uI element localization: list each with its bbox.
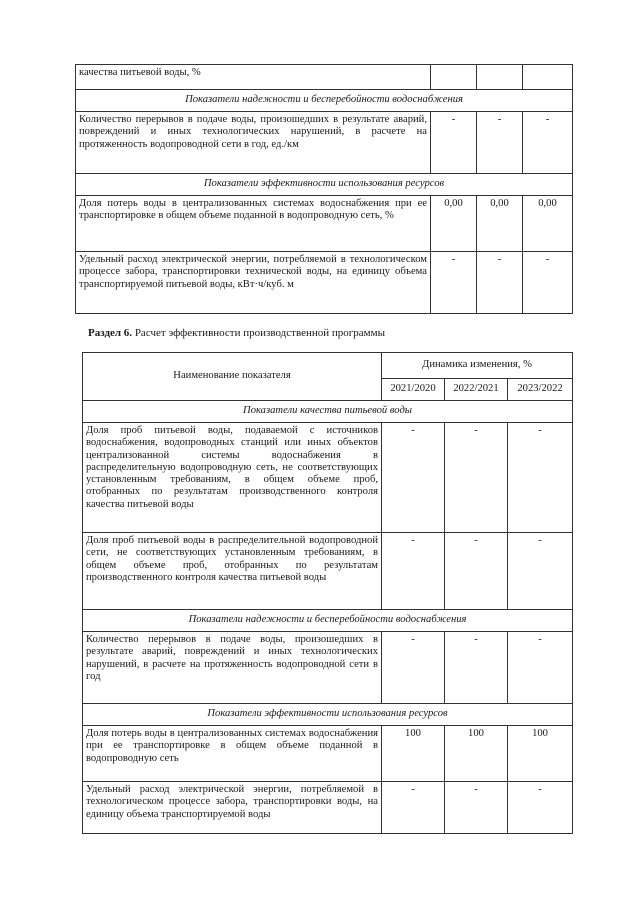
indicator-name: Количество перерывов в подаче воды, произошедших в результате аварий, повреждений и иных технологических нарушений, в расчете на протяженность водопроводной сети в год, ед./км: [76, 112, 431, 174]
indicator-name: Доля потерь воды в централизованных системах водоснабжения при ее транспортировке в общем объеме поданной в водопроводную сеть: [83, 726, 382, 782]
indicator-value: -: [445, 782, 508, 834]
table-row: [76, 65, 573, 90]
indicator-value: -: [445, 423, 508, 533]
indicator-value: -: [431, 112, 477, 174]
indicator-name: Доля проб питьевой воды в распределительной водопроводной сети, не соответствующих установленным требованиям, в общем объеме проб, отобранных по результатам производственного контроля качества питьевой воды: [83, 533, 382, 610]
section-title: Показатели эффективности использования ресурсов: [76, 174, 573, 196]
header-dynamics: Динамика изменения, %: [382, 353, 573, 379]
indicator-name: Количество перерывов в подаче воды, произошедших в результате аварий, повреждений и иных технологических нарушений, в расчете на протяженность водопроводной сети в год: [83, 632, 382, 704]
section-row: [83, 610, 573, 632]
table-row: [76, 112, 573, 174]
table-row: [76, 196, 573, 252]
indicator-value: -: [445, 632, 508, 704]
indicator-value: 100: [382, 726, 445, 782]
indicator-value: -: [382, 632, 445, 704]
indicator-value: 100: [508, 726, 573, 782]
header-period: 2023/2022: [508, 379, 573, 401]
section-row: [76, 174, 573, 196]
section-row: [76, 90, 573, 112]
indicator-value: -: [382, 533, 445, 610]
indicator-value: 100: [445, 726, 508, 782]
indicator-value: -: [523, 112, 573, 174]
indicators-table-continued: [75, 64, 573, 314]
table-row: [83, 533, 573, 610]
indicator-value: [431, 65, 477, 90]
section-title: Показатели эффективности использования ресурсов: [83, 704, 573, 726]
table-row: [83, 782, 573, 834]
indicator-value: -: [477, 252, 523, 314]
section-title: Показатели надежности и бесперебойности водоснабжения: [83, 610, 573, 632]
indicator-name: Доля проб питьевой воды, подаваемой с источников водоснабжения, водопроводных станций или иных объектов централизованной системы водоснабжения в распределительную водопроводную сеть, не соответствующих установленным требованиям, в общем объеме проб, отобранных по результатам производственного контроля качества питьевой воды: [83, 423, 382, 533]
indicator-name: качества питьевой воды, %: [76, 65, 431, 90]
indicator-value: 0,00: [523, 196, 573, 252]
indicator-name: Удельный расход электрической энергии, потребляемой в технологическом процессе забора, транспортировки технической воды, на единицу объема транспортируемой питьевой воды, кВт·ч/куб. м: [76, 252, 431, 314]
indicator-value: -: [445, 533, 508, 610]
table-row: [83, 726, 573, 782]
indicator-value: -: [508, 632, 573, 704]
table-row: [83, 632, 573, 704]
section-6-heading: [88, 327, 385, 339]
indicator-value: 0,00: [477, 196, 523, 252]
indicator-value: -: [382, 423, 445, 533]
indicator-value: -: [477, 112, 523, 174]
indicator-value: [477, 65, 523, 90]
table-row: [76, 252, 573, 314]
indicator-value: [523, 65, 573, 90]
indicator-value: 0,00: [431, 196, 477, 252]
section-row: [83, 704, 573, 726]
header-period: 2021/2020: [382, 379, 445, 401]
section-row: [83, 401, 573, 423]
indicator-name: Доля потерь воды в централизованных системах водоснабжения при ее транспортировке в общем объеме поданной в водопроводную сеть, %: [76, 196, 431, 252]
indicator-name: Удельный расход электрической энергии, потребляемой в технологическом процессе забора, транспортировки воды, на единицу объема транспортируемой воды: [83, 782, 382, 834]
header-indicator-name: Наименование показателя: [83, 353, 382, 401]
indicator-value: -: [523, 252, 573, 314]
section-title: Показатели качества питьевой воды: [83, 401, 573, 423]
table-row: [83, 423, 573, 533]
section-6-title: Расчет эффективности производственной программы: [134, 327, 385, 339]
section-6-number: Раздел 6.: [88, 327, 133, 339]
section-title: Показатели надежности и бесперебойности водоснабжения: [76, 90, 573, 112]
indicator-value: -: [508, 782, 573, 834]
indicator-value: -: [431, 252, 477, 314]
efficiency-table: [82, 352, 573, 834]
indicator-value: -: [508, 423, 573, 533]
indicator-value: -: [382, 782, 445, 834]
header-period: 2022/2021: [445, 379, 508, 401]
indicator-value: -: [508, 533, 573, 610]
